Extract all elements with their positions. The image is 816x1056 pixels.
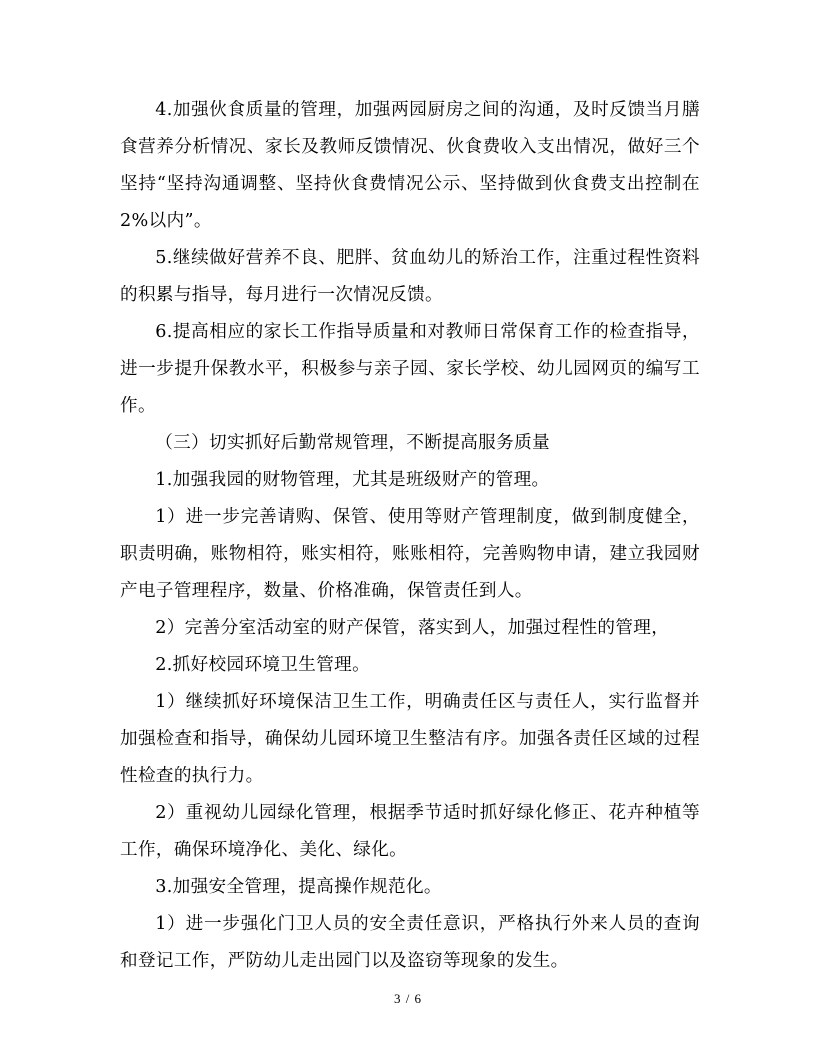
paragraph-item-4: 4.加强伙食质量的管理，加强两园厨房之间的沟通，及时反馈当月膳食营养分析情况、家长及教师反馈情况、伙食费收入支出情况，做好三个坚持“坚持沟通调整、坚持伙食费情况公示、坚持做到伙食费支出控制在2%以内”。 (120, 100, 700, 231)
document-body (120, 92, 700, 980)
subsection-1-item-2: 2）完善分室活动室的财产保管，落实到人，加强过程性的管理， (155, 618, 670, 638)
subsection-1-item-1: 1）进一步完善请购、保管、使用等财产管理制度，做到制度健全，职责明确，账物相符，账实相符，账账相符，完善购物申请，建立我园财产电子管理程序，数量、价格准确，保管责任到人。 (120, 507, 700, 601)
paragraph-item-5: 5.继续做好营养不良、肥胖、贫血幼儿的矫治工作，注重过程性资料的积累与指导，每月进行一次情况反馈。 (120, 248, 700, 305)
subsection-2-item-2: 2）重视幼儿园绿化管理，根据季节适时抓好绿化修正、花卉种植等工作，确保环境净化、美化、绿化。 (120, 803, 700, 860)
subsection-2-item-1: 1）继续抓好环境保洁卫生工作，明确责任区与责任人，实行监督并加强检查和指导，确保幼儿园环境卫生整洁有序。加强各责任区域的过程性检查的执行力。 (120, 692, 700, 786)
page-number: 3 / 6 (393, 991, 423, 1006)
subsection-2-heading: 2.抓好校园环境卫生管理。 (155, 655, 371, 675)
subsection-1-heading: 1.加强我园的财物管理，尤其是班级财产的管理。 (155, 470, 550, 490)
section-heading-3: （三）切实抓好后勤常规管理，不断提高服务质量 (155, 433, 550, 453)
subsection-3-item-1: 1）进一步强化门卫人员的安全责任意识，严格执行外来人员的查询和登记工作，严防幼儿走出园门以及盗窃等现象的发生。 (120, 914, 700, 971)
subsection-3-heading: 3.加强安全管理，提高操作规范化。 (155, 877, 442, 897)
paragraph-item-6: 6.提高相应的家长工作指导质量和对教师日常保育工作的检查指导，进一步提升保教水平，积极参与亲子园、家长学校、幼儿园网页的编写工作。 (120, 322, 700, 416)
